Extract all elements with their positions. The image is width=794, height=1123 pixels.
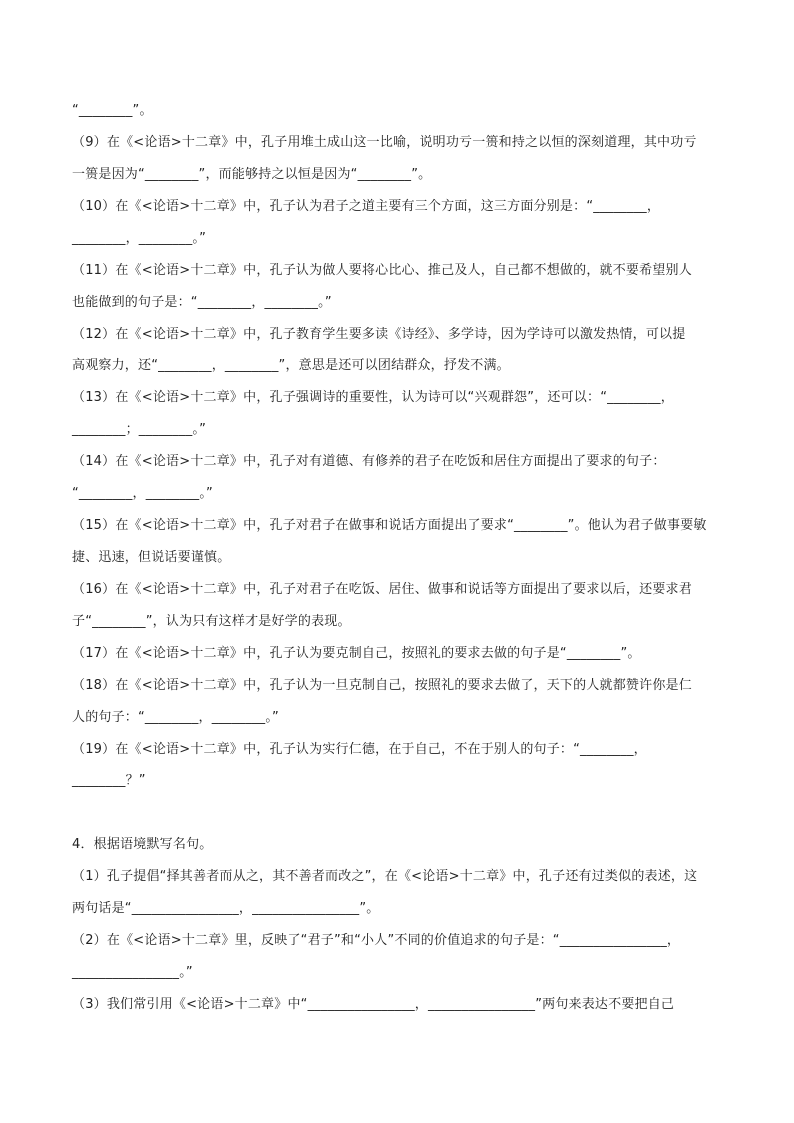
question-10-line-1: （10）在《<论语>十二章》中，孔子认为君子之道主要有三个方面，这三方面分别是：“________， xyxy=(72,199,661,214)
section-4-question-1-line-2: 两句话是“________________，________________”。 xyxy=(72,901,380,916)
question-16-line-1: （16）在《<论语>十二章》中，孔子对君子在吃饭、居住、做事和说话等方面提出了要求以后，还要求君 xyxy=(72,582,692,597)
text-line: “________”。 xyxy=(72,103,153,118)
question-19-line-1: （19）在《<论语>十二章》中，孔子认为实行仁德，在于自己，不在于别人的句子：“________， xyxy=(72,742,647,757)
question-15-line-2: 捷、迅速，但说话要谨慎。 xyxy=(72,550,231,565)
question-12-line-1: （12）在《<论语>十二章》中，孔子教育学生要多读《诗经》、多学诗，因为学诗可以激发热情，可以提 xyxy=(72,327,686,342)
question-19-line-2: ________？” xyxy=(72,773,146,788)
question-14-line-1: （14）在《<论语>十二章》中，孔子对有道德、有修养的君子在吃饭和居住方面提出了要求的句子： xyxy=(72,454,666,469)
question-18-line-1: （18）在《<论语>十二章》中，孔子认为一旦克制自己，按照礼的要求去做了，天下的人就都赞许你是仁 xyxy=(72,678,692,693)
question-13-line-1: （13）在《<论语>十二章》中，孔子强调诗的重要性，认为诗可以“兴观群怨”，还可以：“________， xyxy=(72,390,674,405)
question-15-line-1: （15）在《<论语>十二章》中，孔子对君子在做事和说话方面提出了要求“________”。他认为君子做事要敏 xyxy=(72,518,707,533)
section-4-heading: 4．根据语境默写名句。 xyxy=(72,837,213,852)
question-13-line-2: ________；________。” xyxy=(72,422,207,437)
question-11-line-2: 也能做到的句子是：“________，________。” xyxy=(72,295,332,310)
section-4-question-1-line-1: （1）孔子提倡“择其善者而从之，其不善者而改之”，在《<论语>十二章》中，孔子还有过类似的表述，这 xyxy=(72,869,698,884)
question-18-line-2: 人的句子：“________，________。” xyxy=(72,710,279,725)
question-9-line-1: （9）在《<论语>十二章》中，孔子用堆土成山这一比喻，说明功亏一篑和持之以恒的深刻道理，其中功亏 xyxy=(72,135,697,150)
question-9-line-2: 一篑是因为“________”，而能够持之以恒是因为“________”。 xyxy=(72,167,432,182)
question-16-line-2: 子“________”，认为只有这样才是好学的表现。 xyxy=(72,614,351,629)
question-12-line-2: 高观察力，还“________，________”，意思是还可以团结群众，抒发不满。 xyxy=(72,358,510,373)
question-10-line-2: ________，________。” xyxy=(72,231,207,246)
section-4-question-2-line-1: （2）在《<论语>十二章》里，反映了“君子”和“小人”不同的价值追求的句子是：“________________， xyxy=(72,933,681,948)
section-4-question-2-line-2: ________________。” xyxy=(72,965,193,980)
question-17-line-1: （17）在《<论语>十二章》中，孔子认为要克制自己，按照礼的要求去做的句子是“________”。 xyxy=(72,646,641,661)
question-11-line-1: （11）在《<论语>十二章》中，孔子认为做人要将心比心、推己及人，自己都不想做的，就不要希望别人 xyxy=(72,263,692,278)
question-14-line-2: “________，________。” xyxy=(72,486,213,501)
section-4-question-3-line-1: （3）我们常引用《<论语>十二章》中“________________，________________”两句来表达不要把自己 xyxy=(72,997,675,1012)
